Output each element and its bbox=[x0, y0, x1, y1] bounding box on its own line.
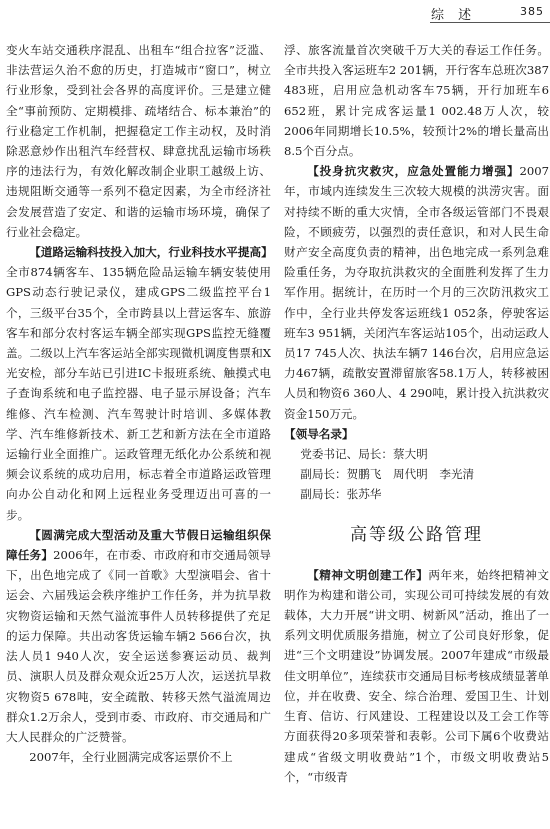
leader-list bbox=[284, 424, 549, 505]
section-title: 【道路运输科技投入加大，行业科技水平提高】 bbox=[29, 245, 273, 260]
paragraph bbox=[6, 525, 271, 747]
section-body: 全市874辆客车、135辆危险品运输车辆安装使用GPS动态行驶记录仪，建成GPS二级监控平台1个，三级平台35个，全市跨县以上营运客车、旅游客车和部分农村客运车辆全部实现GPS监控无缝覆盖。二级以上汽车客运站全部实现微机调度售票和X光安检，部分车站已引进IC卡报班系统、触摸式电子查询系统和电子监控器、电子显示屏设备；汽车维修、汽车检测、汽车驾驶计时培训、多媒体教学、汽车维修新技术、新工艺和新方法在全市道路运输行业全面推广。运政管理无纸化办公系统和视频会议系统的成功启用，标志着全市道路运政管理向办公自动化和网上远程业务受理迈出可喜的一步。 bbox=[6, 265, 271, 522]
left-column bbox=[6, 40, 271, 767]
leader-list-title: 【领导名录】 bbox=[284, 426, 354, 441]
paragraph: 浮、旅客流量首次突破千万大关的春运工作任务。全市共投入客运班车2 201辆，开行客车总班次387 483班，启用应急机动客车75辆，开行加班车6 652班，累计完成客运量1 002.48万人次，较2006年同期增长10.5%，较预计2%的增长量高出8.5个百分点。 bbox=[284, 43, 549, 159]
leader-row: 副局长：张苏华 bbox=[300, 487, 382, 502]
section-title: 【精神文明创建工作】 bbox=[307, 567, 429, 582]
section-body: 两年来，始终把精神文明作为构建和谐公司，实现公司可持续发展的有效载体，大力开展“讲文明、树新风”活动，推出了一系列文明优质服务措施，树立了公司良好形象，促进“三个文明建设”协调发展。2007年建成“市级最佳文明单位”，连续获市交通局目标考核成绩显著单位，并在收费、安全、综合治理、爱国卫生、计划生育、信访、行风建设、工程建设以及工会工作等方面获得20多项荣誉和表彰。公司下属6个收费站建成“省级文明收费站”1个，市级文明收费站5个，“市级青 bbox=[284, 567, 549, 784]
section-title: 【投身抗灾救灾，应急处置能力增强】 bbox=[307, 164, 520, 179]
section-title: 【圆满完成大型活动及重大节假日运输组织保障任务】 bbox=[6, 527, 271, 563]
paragraph bbox=[284, 161, 549, 424]
running-header-section: 综 述 bbox=[431, 8, 477, 23]
right-column bbox=[284, 40, 549, 787]
paragraph bbox=[6, 242, 271, 525]
leader-row: 党委书记、局长：蔡大明 bbox=[300, 447, 428, 462]
section-heading: 高等级公路管理 bbox=[350, 524, 483, 545]
paragraph bbox=[284, 565, 549, 787]
leader-row: 副局长：贺鹏飞 周代明 李光清 bbox=[300, 467, 475, 482]
paragraph: 2007年，全行业圆满完成客运票价不上 bbox=[29, 750, 233, 765]
page-number: 385 bbox=[520, 5, 544, 18]
paragraph: 变火车站交通秩序混乱、出租车“组合拉客”泛滥、非法营运久治不愈的历史，打造城市“窗口”，树立行业形象，受到社会各界的高度评价。三是建立健全“事前预防、定期模排、疏堵结合、标本兼治”的行业稳定工作机制，把握稳定工作主动权，及时消除恶意炒作出租汽车经营权、肆意扰乱运输市场秩序的违法行为，有效化解改制企业职工越级上访、违规阻断交通等一系列不稳定因素，为全市经济社会发展营造了安定、和谐的运输市场环境，确保了行业社会稳定。 bbox=[6, 43, 271, 239]
header-rule bbox=[430, 22, 550, 23]
section-body: 2006年，在市委、市政府和市交通局领导下，出色地完成了《同一首歌》大型演唱会、省十运会、六届残运会秩序维护工作任务，并为抗旱救灾物资运输和天然气溢流事件人员转移提供了充足的运力保障。共出动客货运输车辆2 566台次，执法人员1 940人次，安全运送参赛运动员、裁判员、演职人员及群众观众近25万人次，运送抗旱救灾物资5 678吨，安全疏散、转移天然气溢流周边群众1.2万余人，受到市委、市政府、市交通局和广大人民群众的广泛赞誉。 bbox=[6, 548, 271, 744]
section-body: 2007年，市域内连续发生三次较大规模的洪涝灾害。面对持续不断的重大灾情，全市各级运管部门不畏艰险，不顾疲劳，以强烈的责任意识，和对人民生命财产安全高度负责的精神，出色地完成一系列急难险重任务，为夺取抗洪救灾的全面胜利发挥了生力军作用。据统计，在历时一个月的三次防汛救灾工作中，全行业共停发客运班线1 052条，停驶客运班车3 951辆，关闭汽车客运站105个，出动运政人员17 745人次、执法车辆7 146台次，启用应急运力467辆，疏散安置滞留旅客58.1万人，转移被困人员和物资6 360人、4 290吨，累计投入抗洪救灾资金150万元。 bbox=[284, 164, 549, 421]
